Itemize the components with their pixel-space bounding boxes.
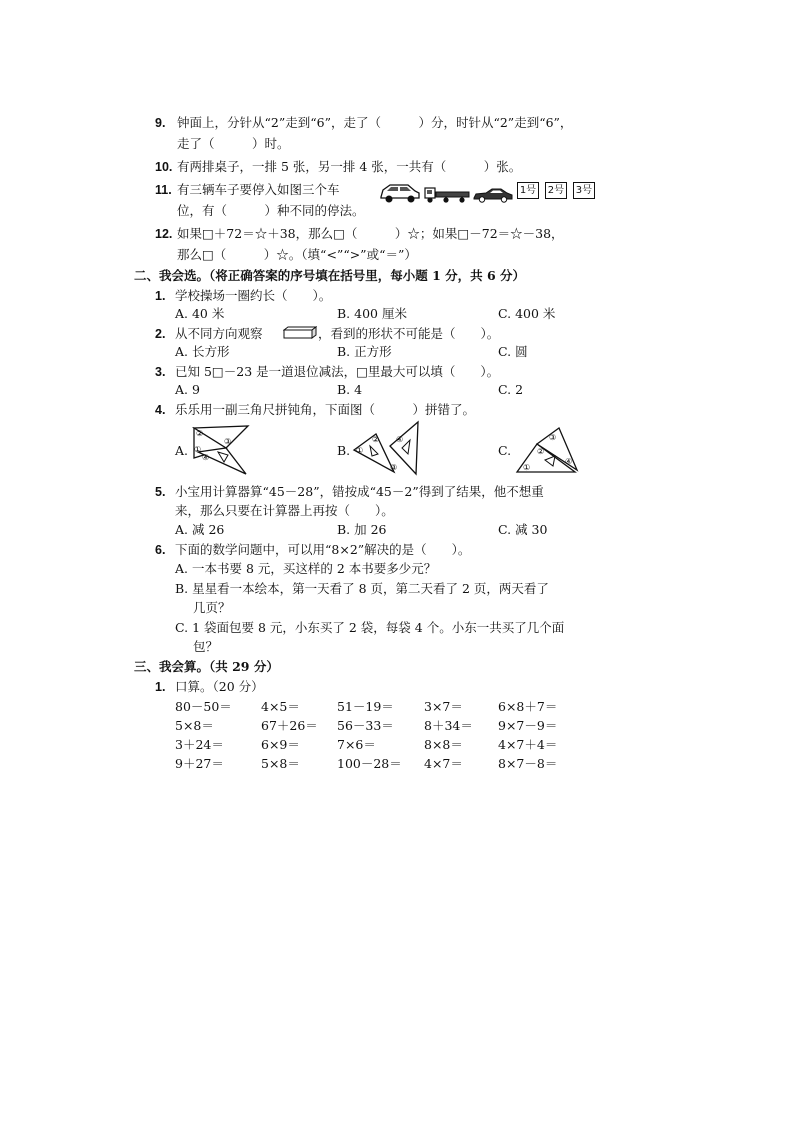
p2-q6-option-b-line2: 几页？: [193, 600, 231, 615]
calc-item-r3-c2: 6×9＝: [261, 737, 300, 752]
fig-c-mark-1: ①: [523, 463, 531, 472]
p2-q5-text: 小宝用计算器算“45－28”，错按成“45－2”得到了结果，他不想重: [175, 484, 544, 499]
p3-q1: [155, 679, 264, 695]
calc-item-r1-c2: 4×5＝: [261, 699, 300, 714]
fig-a-mark-3: ③: [224, 437, 232, 446]
calc-item-r1-c1: 80－50＝: [175, 699, 232, 714]
q12-number: 12.: [155, 227, 173, 241]
q9-text: 钟面上，分针从“2”走到“6”，走了（ ）分，时针从“2”走到“6”，: [177, 115, 573, 130]
p2-q2: [155, 326, 263, 342]
q12-line1: [155, 226, 564, 242]
parking-slots: [516, 182, 596, 199]
q10-line: [155, 159, 521, 175]
cuboid-icon: [283, 326, 317, 340]
p2-q3-option-c: C. 2: [498, 382, 524, 397]
p2-q2-option-a: A. 长方形: [175, 344, 230, 359]
p2-q2-number: 2.: [155, 327, 166, 341]
p2-q6-option-a: A. 一本书要 8 元，买这样的 2 本书要多少元？: [175, 561, 437, 576]
p2-q3: [155, 364, 499, 380]
p2-q1-option-a: A. 40 米: [175, 306, 225, 321]
q9-line2: 走了（ ）时。: [177, 136, 290, 151]
figure-a-triangles: [190, 422, 252, 476]
q12-text: 如果□＋72＝☆＋38，那么□（ ）☆；如果□－72＝☆－38，: [177, 226, 564, 241]
parking-slot-1: 1号: [517, 182, 539, 199]
p2-q6-option-c-line2: 包？: [193, 639, 219, 654]
p2-q4-option-b: B.: [337, 443, 351, 458]
q11-number: 11.: [155, 183, 172, 197]
p2-q4: [155, 402, 475, 418]
calc-item-r4-c2: 5×8＝: [261, 756, 300, 771]
calc-item-r4-c5: 8×7－8＝: [498, 756, 558, 771]
p2-q6: [155, 542, 470, 558]
calc-item-r2-c5: 9×7－9＝: [498, 718, 558, 733]
calc-item-r1-c3: 51－19＝: [337, 699, 394, 714]
calc-item-r2-c2: 67＋26＝: [261, 718, 318, 733]
calc-item-r3-c1: 3＋24＝: [175, 737, 224, 752]
p2-q6-number: 6.: [155, 543, 166, 557]
parking-slot-3: 3号: [573, 182, 595, 199]
calc-item-r4-c4: 4×7＝: [424, 756, 463, 771]
p2-q5-line2: 来，那么只要在计算器上再按（ ）。: [175, 503, 394, 518]
calc-item-r2-c4: 8＋34＝: [424, 718, 473, 733]
calc-item-r3-c5: 4×7＋4＝: [498, 737, 558, 752]
p2-q5-option-b: B. 加 26: [337, 522, 387, 537]
p2-q6-text: 下面的数学问题中，可以用“8×2”解决的是（ ）。: [175, 542, 471, 557]
fig-a-mark-2: ②: [196, 429, 204, 438]
p2-q1-number: 1.: [155, 289, 166, 303]
p2-q3-option-a: A. 9: [175, 382, 200, 397]
p3-q1-text: 口算。（20 分）: [175, 679, 264, 694]
fig-b-mark-2: ②: [372, 435, 380, 444]
p2-q1-option-c: C. 400 米: [498, 306, 556, 321]
parking-slot-2: 2号: [545, 182, 567, 199]
calc-item-r1-c4: 3×7＝: [424, 699, 463, 714]
q12-line2: 那么□（ ）☆。（填“<”“>”或“＝”）: [177, 247, 417, 262]
calc-item-r2-c1: 5×8＝: [175, 718, 214, 733]
q11-line2: 位，有（ ）种不同的停法。: [177, 203, 365, 218]
p2-q3-number: 3.: [155, 365, 166, 379]
p2-q4-number: 4.: [155, 403, 166, 417]
figure-b-triangles: [352, 420, 422, 476]
q10-text: 有两排桌子，一排 5 张，另一排 4 张，一共有（ ）张。: [177, 159, 522, 174]
calc-item-r4-c3: 100－28＝: [337, 756, 402, 771]
q11-line1: [155, 182, 340, 198]
p2-q5-number: 5.: [155, 485, 166, 499]
p2-q3-text: 已知 5□－23 是一道退位减法，□里最大可以填（ ）。: [175, 364, 500, 379]
sedan-icon: [472, 187, 514, 203]
q11-text: 有三辆车子要停入如图三个车: [177, 182, 340, 197]
q9-line1: [155, 115, 572, 131]
q9-number: 9.: [155, 116, 166, 130]
fig-a-mark-1: ①: [194, 445, 202, 454]
calc-item-r3-c4: 8×8＝: [424, 737, 463, 752]
calc-item-r2-c3: 56－33＝: [337, 718, 394, 733]
p2-q4-option-c: C.: [498, 443, 512, 458]
p2-q1-option-b: B. 400 厘米: [337, 306, 407, 321]
fig-c-mark-4: ④: [565, 457, 573, 466]
fig-b-mark-4: ④: [396, 435, 404, 444]
calc-item-r1-c5: 6×8＋7＝: [498, 699, 558, 714]
part2-header: 二、我会选。（将正确答案的序号填在括号里，每小题 1 分，共 6 分）: [134, 268, 526, 283]
part3-header: 三、我会算。（共 29 分）: [134, 659, 279, 674]
car-icon: [378, 182, 422, 204]
p2-q5-line1: [155, 484, 544, 500]
p2-q4-option-a: A.: [175, 443, 189, 458]
fig-b-mark-3: ③: [390, 463, 398, 472]
p2-q4-text: 乐乐用一副三角尺拼钝角，下面图（ ）拼错了。: [175, 402, 476, 417]
p3-q1-number: 1.: [155, 680, 166, 694]
p2-q2-text-before: 从不同方向观察: [175, 326, 263, 341]
p2-q6-option-b-line1: B. 星星看一本绘本，第一天看了 8 页，第二天看了 2 页，两天看了: [175, 581, 549, 596]
p2-q6-option-c-line1: C. 1 袋面包要 8 元，小东买了 2 袋，每袋 4 个。小东一共买了几个面: [175, 620, 565, 635]
calc-item-r4-c1: 9＋27＝: [175, 756, 224, 771]
q10-number: 10.: [155, 160, 173, 174]
p2-q3-option-b: B. 4: [337, 382, 363, 397]
p2-q1: [155, 288, 331, 304]
p2-q2-option-c: C. 圆: [498, 344, 528, 359]
p2-q2-option-b: B. 正方形: [337, 344, 392, 359]
p2-q1-text: 学校操场一圈约长（ ）。: [175, 288, 332, 303]
figure-c-triangles: [515, 426, 581, 474]
p2-q5-option-a: A. 减 26: [175, 522, 225, 537]
fig-b-mark-1: ①: [356, 446, 364, 455]
fig-c-mark-2: ②: [537, 447, 545, 456]
truck-icon: [424, 184, 470, 204]
fig-c-mark-3: ③: [549, 433, 557, 442]
p2-q5-option-c: C. 减 30: [498, 522, 548, 537]
calc-item-r3-c3: 7×6＝: [337, 737, 376, 752]
fig-a-mark-4: ④: [202, 453, 210, 462]
p2-q2-text-after: ，看到的形状不可能是（ ）。: [318, 326, 500, 341]
